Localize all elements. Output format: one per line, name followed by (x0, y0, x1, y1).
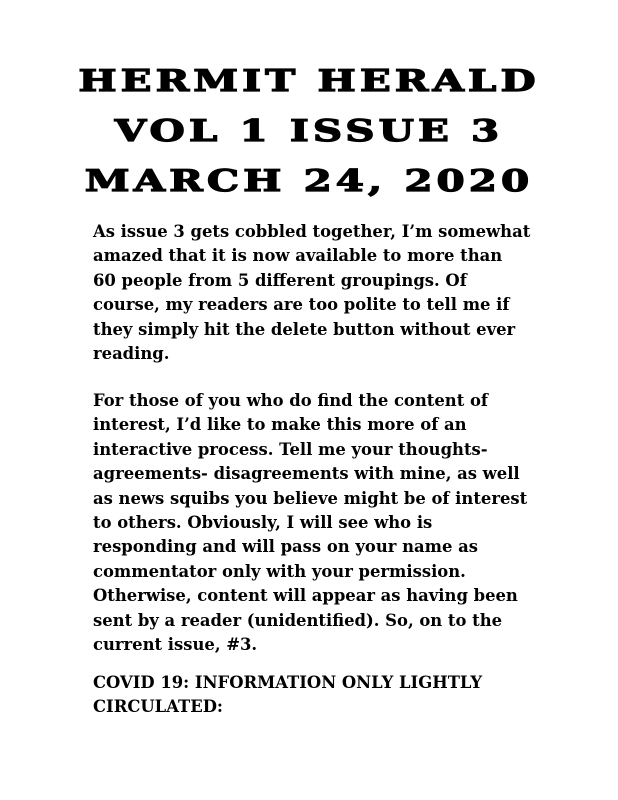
issue-date: MARCH 24, 2020 (84, 164, 534, 199)
newsletter-title: HERMIT HERALD (78, 64, 540, 99)
volume-issue-line: VOL 1 ISSUE 3 (114, 114, 504, 149)
section-heading: COVID 19: INFORMATION ONLY LIGHTLY CIRCULATED: (93, 673, 483, 717)
reader-feedback-paragraph: For those of you who do find the content of interest, I’d like to make this more of an interactive process. Tell me your thoughts- agreements- disagreements with mine, as well as news squibs you believe might be of interest to others. Obviously, I will see who is responding and will pass on your name as commentator only with your permission. Otherwise, content will appear as having been sent by a reader (unidentified). So, on to the current issue, #3. (93, 391, 528, 655)
intro-paragraph: As issue 3 gets cobbled together, I’m somewhat amazed that it is now available to more than 60 people from 5 different groupings. Of course, my readers are too polite to tell me if they simply hit the delete button without ever reading. (93, 222, 531, 364)
